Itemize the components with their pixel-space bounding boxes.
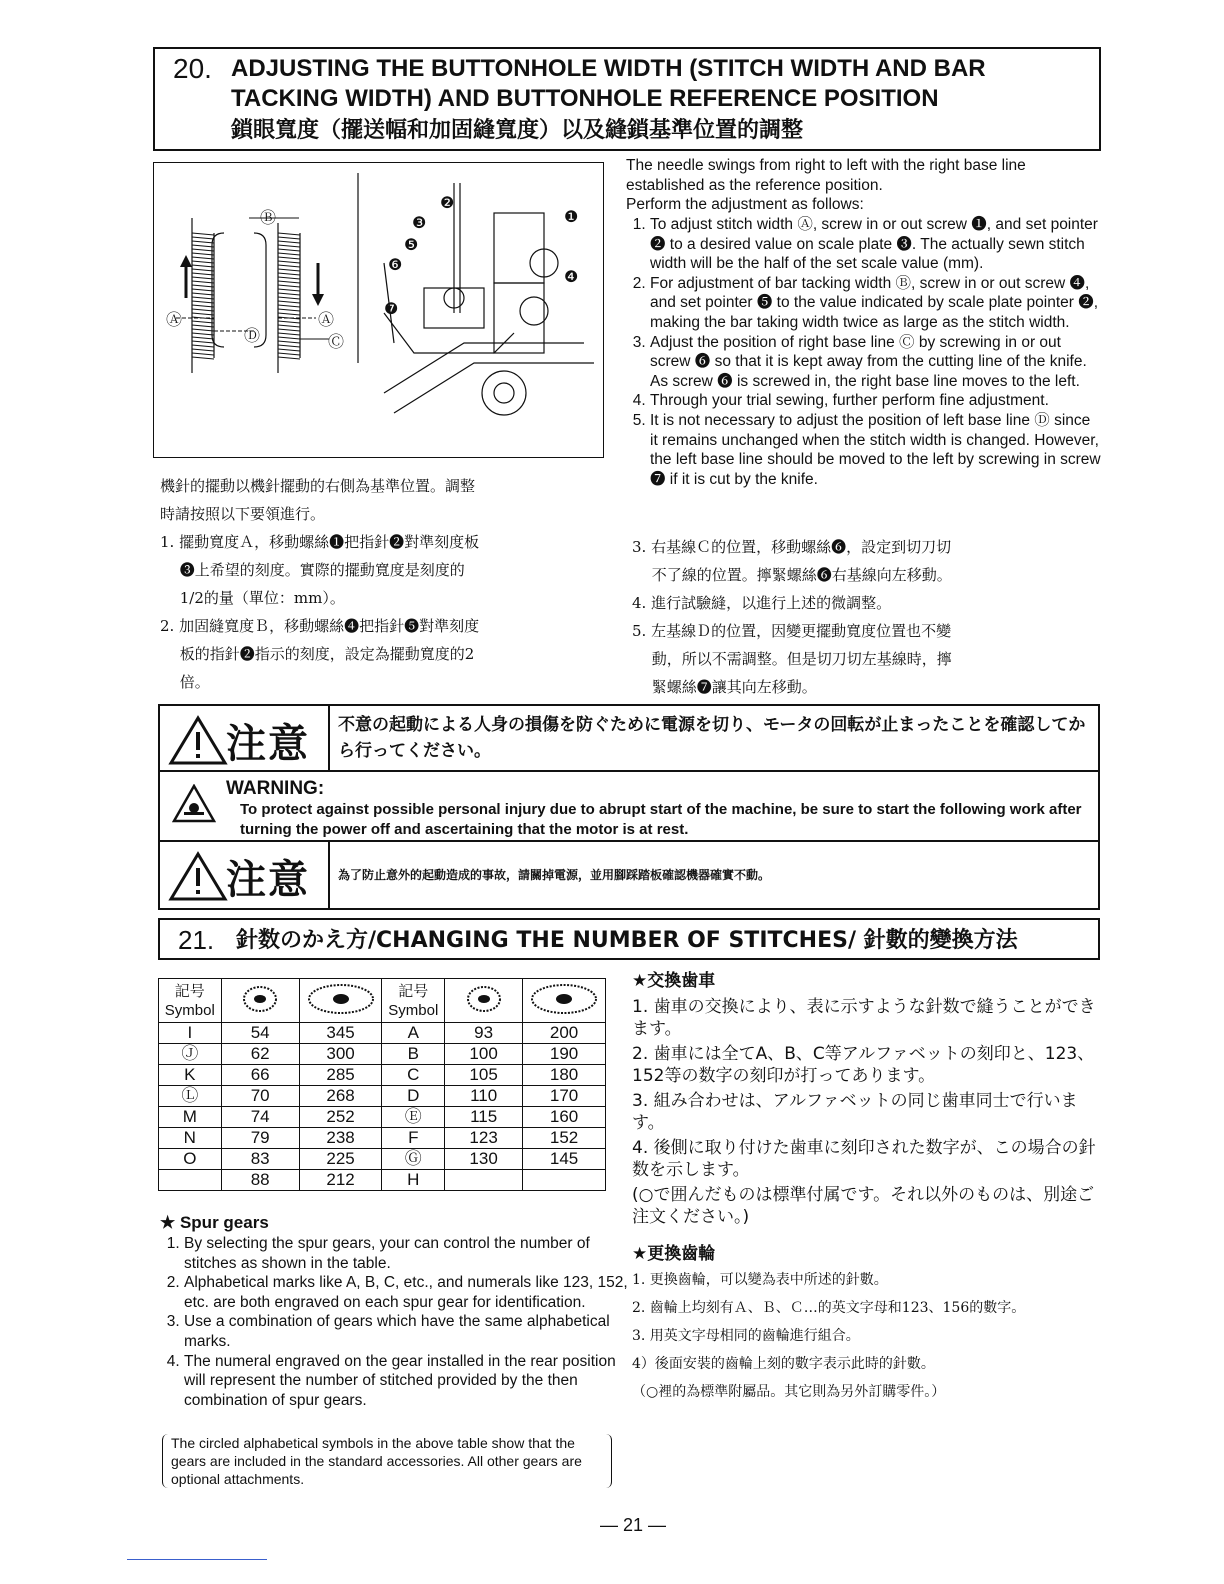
- step-en: 1. To adjust stitch width Ⓐ, screw in or out screw ❶, and set pointer ❷ to a desired value on scale plate ❸. The actually sewn stitch width will be the half of the set scale value (mm).: [650, 215, 1102, 274]
- zh-line: 倍。: [160, 673, 210, 691]
- gear-table-body: [159, 1023, 606, 1191]
- small-gear-cell: 83: [221, 1149, 299, 1170]
- small-gear-cell: 93: [445, 1023, 523, 1044]
- section21-title: 針数のかえ方/CHANGING THE NUMBER OF STITCHES/ 針數的變換方法: [236, 928, 1018, 953]
- table-row: [159, 1086, 606, 1107]
- large-gear-cell: [523, 1170, 606, 1191]
- small-gear-cell: 123: [445, 1128, 523, 1149]
- spur-note: The circled alphabetical symbols in the above table show that the gears are included in the standard accessories. All other gears are optional attachments.: [162, 1434, 612, 1488]
- table-header-row: [159, 979, 606, 1023]
- table-row: [159, 1107, 606, 1128]
- label-1: ❶: [564, 209, 579, 226]
- zh-line: 不了線的位置。擰緊螺絲❻右基線向左移動。: [632, 566, 952, 584]
- table-row: [159, 1065, 606, 1086]
- symbol-cell: O: [159, 1149, 222, 1170]
- large-gear-cell: 145: [523, 1149, 606, 1170]
- zh-line: 機針的擺動以機針擺動的右側為基準位置。調整: [160, 477, 476, 495]
- step-en: 3. Adjust the position of right base line Ⓒ by screwing in or out screw ❻ so that it is kept away from the cutting line of the knife. As screw ❻ is screwed in, the right base line moves to the left.: [650, 333, 1102, 392]
- symbol-cell: Ⓔ: [382, 1107, 445, 1128]
- step-en: 2. For adjustment of bar tacking width Ⓑ, screw in or out screw ❹, and set pointer ❺ to the value indicated by scale plate pointer ❷, making the bar taking width twice as large as the stitch width.: [650, 274, 1102, 333]
- jp-item: (○で囲んだものは標準付属です。それ以外のものは、別途ご注文ください。): [632, 1185, 1095, 1227]
- symbol-cell: B: [382, 1044, 445, 1065]
- section20-intro-en: [626, 156, 1104, 215]
- zh-gear-items: [632, 1266, 1132, 1406]
- symbol-cell: Ⓛ: [159, 1086, 222, 1107]
- warning-jp-label: 注意: [226, 721, 310, 767]
- zh-line: 5. 左基線Ｄ的位置，因變更擺動寬度位置也不變: [632, 622, 952, 640]
- symbol-header-en: Symbol: [164, 1001, 215, 1019]
- large-gear-cell: 180: [523, 1065, 606, 1086]
- symbol-header-jp: 記号: [174, 982, 205, 1000]
- section20-title-zh: 鎖眼寬度（擺送幅和加固縫寬度）以及縫鎖基準位置的調整: [231, 118, 804, 143]
- small-gear-icon: [445, 979, 523, 1023]
- label-c: Ⓒ: [328, 334, 345, 351]
- symbol-cell: I: [159, 1023, 222, 1044]
- small-gear-cell: 79: [221, 1128, 299, 1149]
- label-a-right: Ⓐ: [318, 312, 335, 329]
- large-gear-cell: 268: [299, 1086, 382, 1107]
- small-gear-cell: 54: [221, 1023, 299, 1044]
- warning-en-text: To protect against possible personal injury due to abrupt start of the machine, be sure to start the following work after turning the power off and ascertaining that the motor is at rest.: [240, 801, 1082, 838]
- gear-table: [158, 978, 606, 1191]
- spur-item: 3. Use a combination of gears which have the same alphabetical marks.: [184, 1312, 634, 1351]
- zh-line: 1/2的量（單位：mm）。: [160, 589, 345, 607]
- section20-title-line1: ADJUSTING THE BUTTONHOLE WIDTH (STITCH WIDTH AND BAR: [231, 55, 986, 82]
- label-5: ❺: [404, 237, 419, 254]
- footer-rule: [127, 1559, 267, 1560]
- zh-line: 2. 加固縫寬度Ｂ，移動螺絲❹把指針❺對準刻度: [160, 617, 480, 635]
- symbol-cell: A: [382, 1023, 445, 1044]
- large-gear-icon: [299, 979, 382, 1023]
- small-gear-cell: 130: [445, 1149, 523, 1170]
- large-gear-cell: 345: [299, 1023, 382, 1044]
- warning-block: [158, 704, 1100, 910]
- section20-number: 20.: [173, 53, 212, 84]
- label-6: ❻: [388, 257, 403, 274]
- symbol-header: [382, 979, 445, 1023]
- symbol-cell: C: [382, 1065, 445, 1086]
- large-gear-icon: [523, 979, 606, 1023]
- large-gear-cell: 300: [299, 1044, 382, 1065]
- warning-jp-row: [160, 706, 1098, 772]
- label-7: ❼: [384, 301, 399, 318]
- zh-item: 1. 更換齒輪，可以變為表中所述的針數。: [632, 1272, 888, 1288]
- spur-item: 1. By selecting the spur gears, your can control the number of stitches as shown in the table.: [184, 1234, 634, 1273]
- spur-item: 2. Alphabetical marks like A, B, C, etc., and numerals like 123, 152, etc. are both engraved on each spur gear for identification.: [184, 1273, 634, 1312]
- section20-zh-right: [632, 533, 1102, 701]
- section20-title-box: [153, 47, 1101, 151]
- jp-item: 4. 後側に取り付けた歯車に刻印された数字が、この場合の針数を示します。: [632, 1138, 1096, 1180]
- large-gear-cell: 285: [299, 1065, 382, 1086]
- warning-triangle-icon: [172, 784, 216, 824]
- symbol-header-en: Symbol: [388, 1001, 439, 1019]
- large-gear-cell: 252: [299, 1107, 382, 1128]
- zh-gear-title: ★更換齒輪: [632, 1244, 716, 1264]
- intro-line2: Perform the adjustment as follows:: [626, 196, 864, 214]
- table-row: [159, 1149, 606, 1170]
- caution-triangle-icon: [168, 850, 228, 902]
- zh-line: 4. 進行試驗縫，以進行上述的微調整。: [632, 594, 892, 612]
- spur-items: [160, 1234, 634, 1410]
- jp-item: 3. 組み合わせは、アルファベットの同じ歯車同士で行います。: [632, 1091, 1078, 1133]
- jp-item: 2. 歯車には全てA、B、C等アルファベットの刻印と、123、152等の数字の刻印が打ってあります。: [632, 1044, 1095, 1086]
- small-gear-cell: [445, 1170, 523, 1191]
- caution-triangle-icon: [168, 714, 228, 766]
- label-a-left: Ⓐ: [166, 312, 183, 329]
- section21-number: 21.: [178, 925, 215, 955]
- symbol-header-jp: 記号: [398, 982, 429, 1000]
- jp-gear-items: [632, 996, 1102, 1228]
- small-gear-icon: [221, 979, 299, 1023]
- zh-item: （○裡的為標準附屬品。其它則為另外訂購零件。）: [632, 1384, 946, 1400]
- warning-zh-divider: [328, 842, 330, 908]
- symbol-cell: F: [382, 1128, 445, 1149]
- small-gear-cell: 62: [221, 1044, 299, 1065]
- large-gear-cell: 200: [523, 1023, 606, 1044]
- zh-line: 緊螺絲❼讓其向左移動。: [632, 678, 817, 696]
- zh-line: 動，所以不需調整。但是切刀切左基線時，擰: [632, 650, 952, 668]
- intro-line1: The needle swings from right to left with the right base line established as the reference position.: [626, 157, 1026, 194]
- symbol-header: [159, 979, 222, 1023]
- label-4: ❹: [564, 269, 579, 286]
- zh-line: 板的指針❷指示的刻度，設定為擺動寬度的2: [160, 645, 475, 663]
- label-b: Ⓑ: [260, 210, 277, 227]
- zh-line: ❸上希望的刻度。實際的擺動寬度是刻度的: [160, 561, 465, 579]
- zh-item: 2. 齒輪上均刻有Ａ、Ｂ、Ｃ…的英文字母和123、156的數字。: [632, 1300, 1026, 1316]
- symbol-cell: M: [159, 1107, 222, 1128]
- section20-title-line2: TACKING WIDTH) AND BUTTONHOLE REFERENCE POSITION: [231, 85, 939, 112]
- zh-item: 4）後面安裝的齒輪上刻的數字表示此時的針數。: [632, 1356, 935, 1372]
- label-d: Ⓓ: [244, 328, 261, 345]
- warning-en-label: WARNING:: [226, 778, 325, 799]
- warning-zh-text: 為了防止意外的起動造成的事故，請關掉電源，並用腳踩踏板確認機器確實不動。: [338, 868, 771, 882]
- warning-jp-divider: [328, 706, 330, 770]
- large-gear-cell: 212: [299, 1170, 382, 1191]
- table-row: [159, 1170, 606, 1191]
- small-gear-cell: 110: [445, 1086, 523, 1107]
- small-gear-cell: 70: [221, 1086, 299, 1107]
- warning-en-row: [160, 770, 1098, 842]
- step-en: 4. Through your trial sewing, further perform fine adjustment.: [650, 391, 1102, 411]
- small-gear-cell: 105: [445, 1065, 523, 1086]
- warning-zh-label: 注意: [226, 857, 310, 903]
- step-en: 5. It is not necessary to adjust the position of left base line Ⓓ since it remains unchanged when the stitch width is changed. However, the left base line should be moved to the left by screwing in screw ❼ if it is cut by the knife.: [650, 411, 1102, 489]
- small-gear-cell: 74: [221, 1107, 299, 1128]
- label-3: ❸: [412, 215, 427, 232]
- small-gear-cell: 100: [445, 1044, 523, 1065]
- small-gear-cell: 66: [221, 1065, 299, 1086]
- symbol-cell: N: [159, 1128, 222, 1149]
- small-gear-cell: 115: [445, 1107, 523, 1128]
- large-gear-cell: 190: [523, 1044, 606, 1065]
- table-row: [159, 1023, 606, 1044]
- zh-line: 3. 右基線Ｃ的位置，移動螺絲❻，設定到切刀切: [632, 538, 952, 556]
- zh-line: 1. 擺動寬度Ａ，移動螺絲❶把指針❷對準刻度板: [160, 533, 480, 551]
- page-number: — 21 —: [600, 1515, 667, 1535]
- label-2: ❷: [440, 195, 455, 212]
- symbol-cell: D: [382, 1086, 445, 1107]
- jp-item: 1. 歯車の交換により、表に示すような針数で縫うことができます。: [632, 997, 1096, 1039]
- symbol-cell: H: [382, 1170, 445, 1191]
- small-gear-cell: 88: [221, 1170, 299, 1191]
- section21-title-box: [158, 918, 1100, 960]
- adjustment-figure: [153, 162, 604, 458]
- large-gear-cell: 238: [299, 1128, 382, 1149]
- jp-gear-title: ★交換歯車: [632, 971, 716, 991]
- warning-jp-text: 不意の起動による人身の損傷を防ぐために電源を切り、モータの回転が止まったことを確認してから行ってください。: [338, 715, 1086, 761]
- figure-drawing: [154, 163, 602, 455]
- large-gear-cell: 170: [523, 1086, 606, 1107]
- symbol-cell: Ⓖ: [382, 1149, 445, 1170]
- section20-steps-en: [626, 215, 1102, 489]
- zh-line: 時請按照以下要領進行。: [160, 505, 326, 523]
- spur-title: ★ Spur gears: [160, 1213, 269, 1232]
- zh-item: 3. 用英文字母相同的齒輪進行組合。: [632, 1328, 860, 1344]
- spur-item: 4. The numeral engraved on the gear installed in the rear position will represent the number of stitched provided by the then combination of spur gears.: [184, 1352, 634, 1411]
- symbol-cell: [159, 1170, 222, 1191]
- large-gear-cell: 225: [299, 1149, 382, 1170]
- warning-zh-row: [160, 842, 1098, 908]
- large-gear-cell: 152: [523, 1128, 606, 1149]
- table-row: [159, 1128, 606, 1149]
- symbol-cell: Ⓙ: [159, 1044, 222, 1065]
- section20-zh-left: [160, 472, 610, 696]
- symbol-cell: K: [159, 1065, 222, 1086]
- table-row: [159, 1044, 606, 1065]
- large-gear-cell: 160: [523, 1107, 606, 1128]
